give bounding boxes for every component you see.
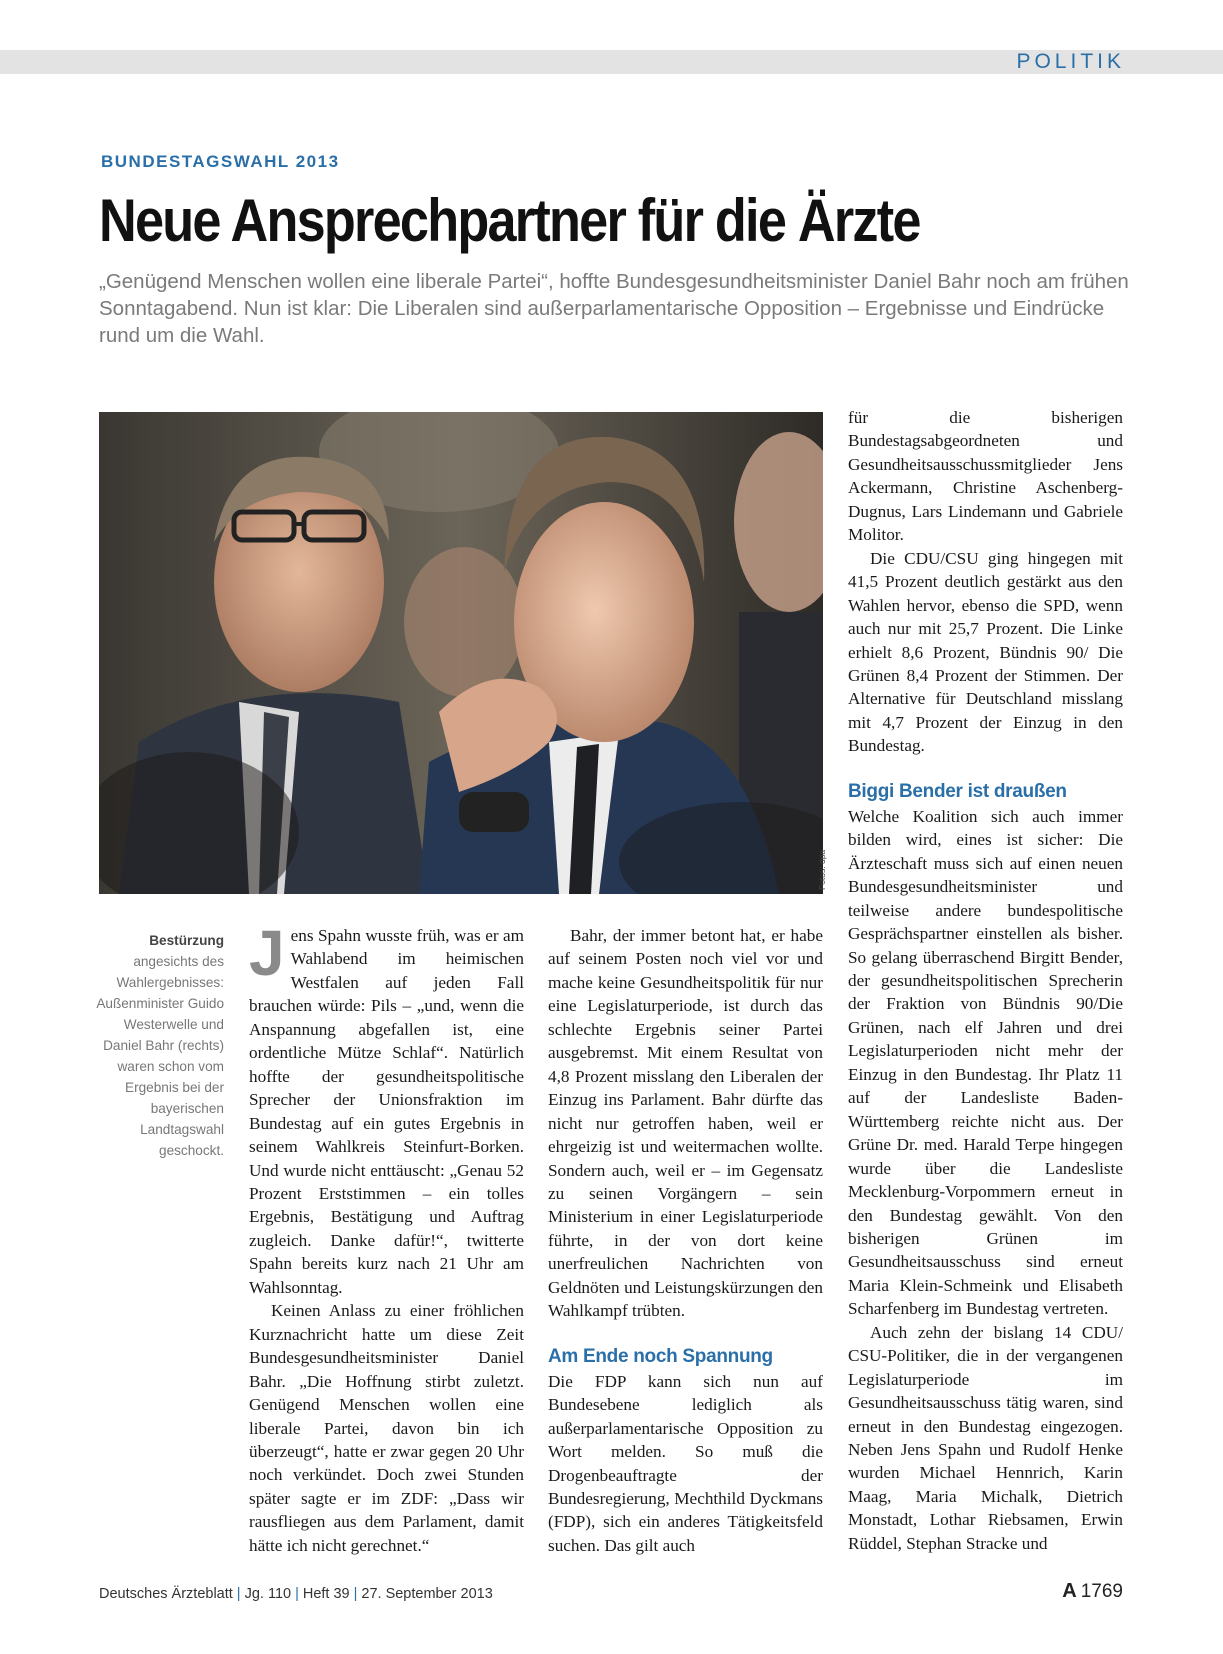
paragraph (249, 917, 524, 1299)
page-number (1062, 1580, 1123, 1603)
subheading: Biggi Bender ist draußen (848, 780, 1067, 802)
footer-separator: | (295, 1586, 299, 1602)
article-column-1 (249, 917, 524, 1557)
paragraph: Die FDP kann sich nun auf Bundesebene lediglich als außerparlamentarische Opposition zu Wort melden. So muß die Drogenbeauftragte der Bundesregierung, Mechthild Dyckmans (FDP), sich ein anderes Tätigkeitsfeld suchen. Das gilt auch (548, 1371, 823, 1555)
subheading: Am Ende noch Spannung (548, 1345, 773, 1367)
paragraph: für die bisherigen Bundestagsabgeordneten und Gesundheitsausschussmitglieder Jens Ackermann, Christine Aschenberg-Dugnus, Lars Lindemann und Gabriele Molitor. (848, 408, 1123, 545)
footer-date: 27. September 2013 (361, 1586, 493, 1602)
caption-lead: Bestürzung (149, 933, 224, 948)
dropcap: J (249, 917, 285, 989)
footer-separator: | (353, 1586, 358, 1602)
paragraph: Die CDU/CSU ging hingegen mit 41,5 Prozent deutlich gestärkt aus den Wahlen hervor, ebenso die SPD, wenn auch nur mit 25,7 Prozent. Die Linke erhielt 8,6 Prozent, Bündnis 90/ Die Grünen 8,4 Prozent der Stimmen. Der Alternative für Deutschland misslang mit 4,7 Prozent der Einzug in den Bundestag. (848, 548, 1123, 756)
footer-separator: | (236, 1586, 241, 1602)
page-footer (99, 1586, 493, 1602)
article-photo (99, 412, 823, 894)
paragraph: Auch zehn der bislang 14 CDU/ CSU-Politiker, die in der vergangenen Legislaturperiode im Gesundheitsausschuss tätig waren, sind erneut in den Bundestag eingezogen. Neben Jens Spahn und Rudolf Henke wurden Michael Hennrich, Karin Maag, Maria Michalk, Dietrich Monstadt, Lothar Riebsamen, Erwin Rüddel, Stephan Stracke und (848, 1322, 1123, 1553)
caption-text: angesichts des Wahlergebnisses: Außenminister Guido Westerwelle und Daniel Bahr (rechts) waren schon vom Ergebnis bei der bayerischen Landtagswahl geschockt. (96, 954, 224, 1158)
page-prefix: A (1062, 1580, 1077, 1602)
article-lead: „Genügend Menschen wollen eine liberale Partei“, hoffte Bundesgesundheitsminister Daniel Bahr noch am frühen Sonntagabend. Nun ist klar: Die Liberalen sind außerparlamentarische Opposition – Ergebnisse und Eindrücke rund um die Wahl. (99, 270, 1129, 347)
photo-caption (96, 930, 224, 1161)
paragraph: Keinen Anlass zu einer fröhlichen Kurznachricht hatte um diese Zeit Bundesgesundheitsminister Daniel Bahr. „Die Hoffnung stirbt zuletzt. Genügend Menschen wollen eine liberale Partei, davon bin ich überzeugt“, hatte er zwar gegen 20 Uhr noch verkündet. Doch zwei Stunden später sagte er im ZDF: „Dass wir rausfliegen aus dem Parlament, damit hätte ich nicht gerechnet.“ (249, 1301, 524, 1555)
footer-issue: Heft 39 (302, 1586, 350, 1602)
photo-illustration (99, 412, 823, 894)
article-column-2 (548, 924, 823, 1557)
page-number-value: 1769 (1080, 1581, 1123, 1602)
paragraph: Welche Koalition sich auch immer bilden wird, eines ist sicher: Die Ärzteschaft muss sich auf einen neuen Bundesgesundheitsminister und teilweise andere bundespolitische Gesprächspartner einstellen als bisher. So gelang überraschend Birgitt Bender, der gesundheitspolitischen Sprecherin der Fraktion von Bündnis 90/Die Grünen, nach elf Jahren und drei Legislaturperioden nicht mehr der Einzug in den Bundestag. Ihr Platz 11 auf der Landesliste Baden-Württemberg reichte nicht aus. Der Grüne Dr. med. Harald Terpe hingegen wurde über die Landesliste Mecklenburg-Vorpommern erneut in den Bundestag gewählt. Von den bisherigen Grünen im Gesundheitsausschuss sind erneut Maria Klein-Schmeink und Elisabeth Scharfenberg im Bundestag vertreten. (848, 806, 1123, 1319)
photo-credit: Fotos: dpa (817, 849, 827, 890)
section-label: POLITIK (1016, 50, 1125, 73)
footer-publication: Deutsches Ärzteblatt (99, 1586, 233, 1602)
article-headline: Neue Ansprechpartner für die Ärzte (99, 187, 920, 254)
article-column-3 (848, 406, 1123, 1555)
paragraph: Bahr, der immer betont hat, er habe auf seinem Posten noch viel vor und mache keine Gesundheitspolitik für nur eine Legislaturperiode, ist durch das schlechte Ergebnis seiner Partei ausgebremst. Mit einem Resultat von 4,8 Prozent misslang den Liberalen der Einzug ins Parlament. Bahr dürfte das nicht nur getroffen haben, weil er ehrgeizig ist und weitermachen wollte. Sondern auch, weil er – im Gegensatz zu seinen Vorgängern – sein Ministerium in einer Legislaturperiode führte, in der von dort keine unerfreulichen Nachrichten von Geldnöten und Leistungskürzungen den Wahlkampf trübten. (548, 926, 823, 1321)
article-kicker: BUNDESTAGSWAHL 2013 (101, 152, 340, 171)
footer-volume: Jg. 110 (244, 1586, 292, 1602)
paragraph-text: ens Spahn wusste früh, was er am Wahlabend im heimischen Westfalen auf jeden Fall brauchen würde: Pils – „und, wenn die Anspannung abgefallen ist, eine ordentliche Mütze Schlaf“. Natürlich hoffte der gesundheitspolitische Sprecher der Unionsfraktion im Bundestag auf ein gutes Ergebnis in seinem Wahlkreis Steinfurt-Borken. Und wurde nicht enttäuscht: „Genau 52 Prozent Erststimmen – ein tolles Ergebnis, Bestätigung und Auftrag zugleich. Danke dafür!“, twitterte Spahn bereits kurz nach 21 Uhr am Wahlsonntag. (249, 926, 524, 1297)
